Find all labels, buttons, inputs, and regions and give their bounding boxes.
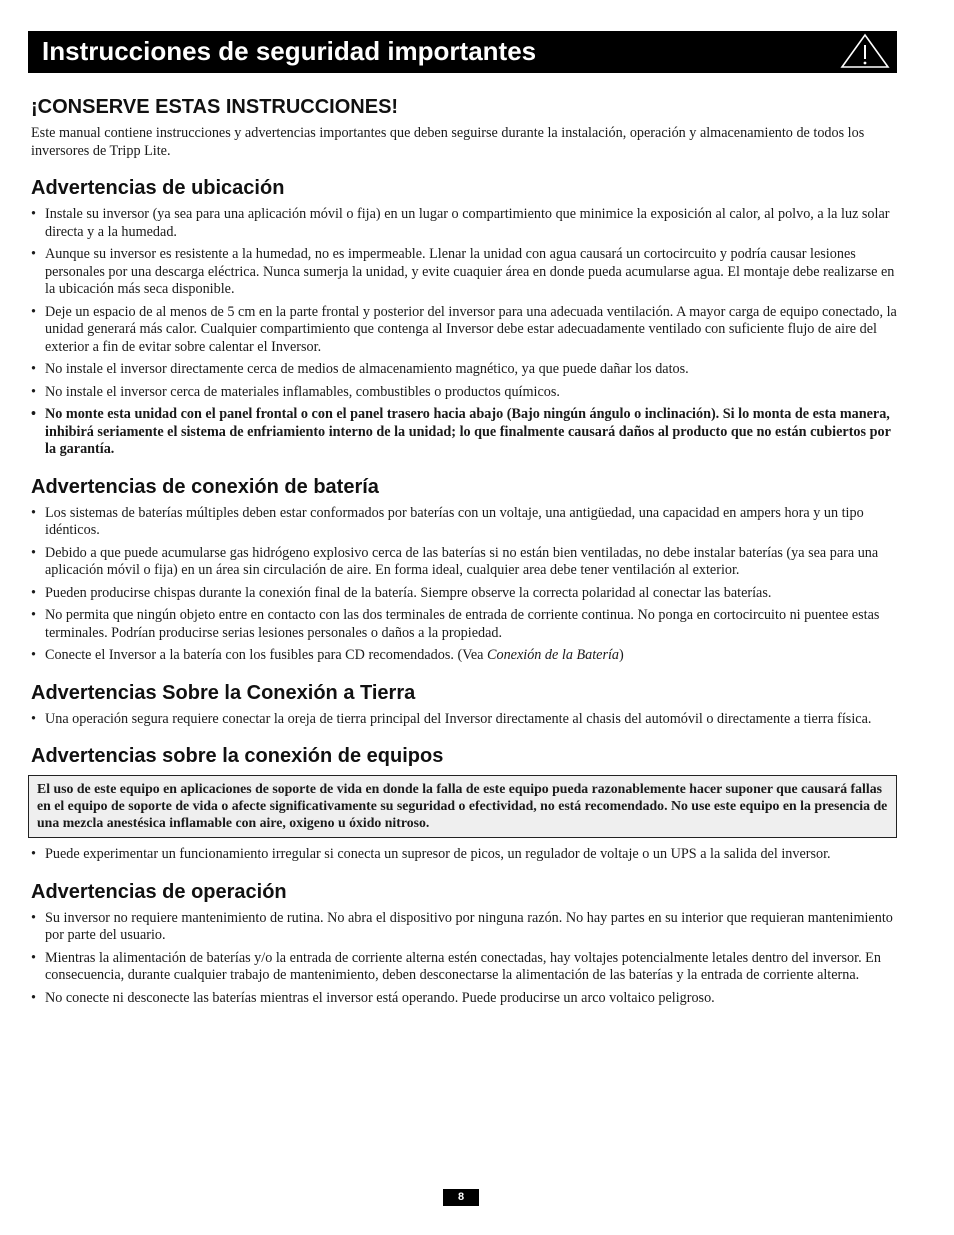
list-item: • Deje un espacio de al menos de 5 cm en la parte frontal y posterior del inversor para una adecuada ventilación. A mayor carga de equipo conectado, la unidad generará más calor. Cualquier compartimiento que contenga al Inversor debe estar adecuadamente ventilado con suficiente flujo de aire del exterior a fin de evitar sobre calentar el Inversor.	[31, 304, 897, 357]
list-item: • Pueden producirse chispas durante la conexión final de la batería. Siempre observe la correcta polaridad al conectar las baterías.	[31, 585, 897, 603]
page-number: 8	[443, 1189, 479, 1206]
life-support-warning-box: El uso de este equipo en aplicaciones de soporte de vida en donde la falla de este equipo pueda razonablemente hacer suponer que causará fallas en el equipo de soporte de vida o afecte significativamente su seguridad o efectividad, no está recomendado. No use este equipo en la presencia de una mezcla anestésica inflamable con aire, oxigeno u óxido nitroso.	[28, 775, 897, 838]
battery-section	[31, 474, 897, 665]
location-list	[31, 206, 897, 459]
location-section	[31, 175, 897, 459]
list-item: • Aunque su inversor es resistente a la humedad, no es impermeable. Llenar la unidad con agua causará un cortocircuito y podría causar lesiones personales por una descarga eléctrica. Nunca sumerja la unidad, y evite cuaquier área en donde pueda acumularse agua. El montaje debe realizarse en la ubicación más seca disponible.	[31, 246, 897, 299]
list-item: • Puede experimentar un funcionamiento irregular si conecta un supresor de picos, un regulador de voltaje o un UPS a la salida del inversor.	[31, 846, 897, 864]
list-item: • Los sistemas de baterías múltiples deben estar conformados por baterías con un voltaje, una antigüedad, una capacidad en ampers hora y un tipo idénticos.	[31, 505, 897, 540]
page-title: Instrucciones de seguridad importantes	[42, 36, 537, 66]
list-item	[31, 647, 897, 665]
list-item: • Instale su inversor (ya sea para una aplicación móvil o fija) en un lugar o compartimiento que minimice la exposición al calor, al polvo, a la luz solar directa y a la humedad.	[31, 206, 897, 241]
ground-section	[31, 680, 897, 729]
ground-list	[31, 711, 897, 729]
equipment-list	[31, 846, 897, 864]
ground-heading: Advertencias Sobre la Conexión a Tierra	[31, 681, 416, 704]
list-item-text: Conecte el Inversor a la batería con los fusibles para CD recomendados. (Vea	[45, 647, 488, 663]
warning-triangle-icon	[839, 32, 891, 70]
list-item: • No permita que ningún objeto entre en contacto con las dos terminales de entrada de corriente continua. No ponga en cortocircuito ni puentee estas terminales. Podrían producirse serias lesiones personales o daños a la propiedad.	[31, 607, 897, 642]
equipment-section	[31, 743, 897, 864]
location-heading: Advertencias de ubicación	[31, 177, 285, 199]
list-item-close: )	[619, 647, 624, 663]
list-item: • Una operación segura requiere conectar la oreja de tierra principal del Inversor directamente al chasis del automóvil o directamente a tierra física.	[31, 711, 897, 729]
list-item: • Debido a que puede acumularse gas hidrógeno explosivo cerca de las baterías si no están bien ventiladas, no debe instalar baterías (ya sea para una aplicación móvil o fija) en un área sin circulación de aire. En forma ideal, cualquier area debe tener ventilación al exterior.	[31, 545, 897, 580]
battery-connection-reference: Conexión de la Batería	[487, 647, 620, 663]
list-item: • Su inversor no requiere mantenimiento de rutina. No abra el dispositivo por ninguna razón. No hay partes en su interior que requieran mantenimiento por parte del usuario.	[31, 910, 897, 945]
list-item: • No instale el inversor cerca de materiales inflamables, combustibles o productos químicos.	[31, 384, 897, 402]
battery-list	[31, 505, 897, 665]
list-item: • No conecte ni desconecte las baterías mientras el inversor está operando. Puede producirse un arco voltaico peligroso.	[31, 990, 897, 1008]
save-instructions-heading: ¡CONSERVE ESTAS INSTRUCCIONES!	[31, 96, 399, 118]
title-bar	[28, 31, 897, 73]
list-item: • No instale el inversor directamente cerca de medios de almacenamiento magnético, ya que puede dañar los datos.	[31, 361, 897, 379]
list-item: • No monte esta unidad con el panel frontal o con el panel trasero hacia abajo (Bajo ningún ángulo o inclinación). Si lo monta de esta manera, inhibirá seriamente el sistema de enfriamiento interno de la unidad; lo que finalmente causará daños al producto que no están cubiertos por la garantía.	[31, 406, 897, 459]
content	[31, 94, 897, 1012]
equipment-heading: Advertencias sobre la conexión de equipos	[31, 745, 444, 767]
operation-list	[31, 910, 897, 1008]
battery-heading: Advertencias de conexión de batería	[31, 475, 379, 498]
operation-heading: Advertencias de operación	[31, 880, 287, 903]
list-item: • Mientras la alimentación de baterías y/o la entrada de corriente alterna estén conectadas, hay voltajes potencialmente letales dentro del inversor. En consecuencia, durante cualquier trabajo de mantenimiento, deben desconectarse la alimentación de las baterías y la entrada de corriente alterna.	[31, 950, 897, 985]
intro-paragraph: Este manual contiene instrucciones y advertencias importantes que deben seguirse durante la instalación, operación y almacenamiento de todos los inversores de Tripp Lite.	[31, 125, 865, 159]
operation-section	[31, 879, 897, 1008]
